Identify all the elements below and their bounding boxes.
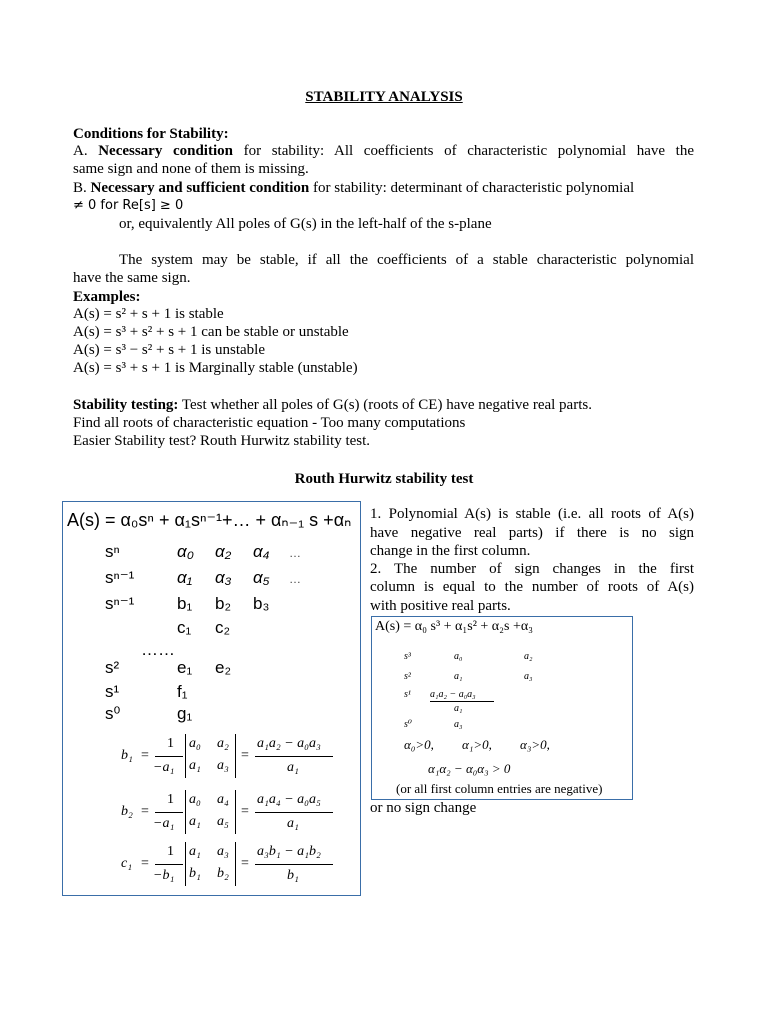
result-numerator: a₁a₄ − a₀a₅ bbox=[257, 792, 321, 807]
determinant-bar bbox=[185, 734, 186, 778]
condition-alpha3: α₃>0, bbox=[520, 737, 550, 752]
fraction-bar bbox=[255, 864, 333, 865]
matrix-cell: a₀ bbox=[189, 792, 201, 807]
formula-equals: = bbox=[241, 856, 249, 871]
result-numerator: a₃b₁ − a₁b₂ bbox=[257, 844, 321, 859]
routh-cell: c₂ bbox=[215, 618, 231, 637]
formula-equals: = bbox=[241, 804, 249, 819]
routh-polynomial: A(s) = α₀sⁿ + α₁sⁿ⁻¹+… + αₙ₋₁ s +αₙ bbox=[67, 510, 352, 530]
fraction-bar bbox=[255, 756, 333, 757]
routh-table-box bbox=[62, 501, 361, 896]
rule-2a: 2. The number of sign changes in the first bbox=[370, 561, 694, 577]
routh-cell: α₅ bbox=[253, 568, 270, 587]
fraction-bar bbox=[255, 812, 333, 813]
determinant-bar bbox=[235, 842, 236, 886]
routh-cell: b₃ bbox=[253, 594, 270, 613]
example-cell: a₁ bbox=[454, 703, 463, 714]
routh-cell: f₁ bbox=[177, 682, 188, 701]
routh-cell: α₂ bbox=[215, 542, 232, 561]
routh-row-power: sⁿ⁻¹ bbox=[105, 594, 135, 613]
formula-lhs: b₂ bbox=[121, 804, 133, 819]
condition-alpha0: α₀>0, bbox=[404, 737, 434, 752]
example-row-power: s¹ bbox=[404, 689, 411, 700]
condition-a-line2: same sign and none of them is missing. bbox=[73, 161, 309, 177]
example-row-power: s³ bbox=[404, 651, 411, 662]
routh-cell: α₁ bbox=[177, 568, 193, 587]
rule-2c: with positive real parts. bbox=[370, 598, 511, 614]
rule-1c: change in the first column. bbox=[370, 543, 531, 559]
formula-lhs: b₁ bbox=[121, 748, 133, 763]
fraction-bar bbox=[155, 812, 183, 813]
routh-row-power: s² bbox=[105, 658, 120, 677]
determinant-bar bbox=[235, 790, 236, 834]
result-denominator: b₁ bbox=[287, 868, 299, 883]
example-cell: a₀ bbox=[454, 651, 463, 662]
routh-cell: … bbox=[289, 546, 301, 560]
example-polynomial: A(s) = α₀ s³ + α₁s² + α₂s +α₃ bbox=[375, 619, 534, 634]
matrix-cell: a₂ bbox=[217, 736, 229, 751]
formula-denominator: −a₁ bbox=[153, 760, 175, 775]
condition-b-line3: or, equivalently All poles of G(s) in the left-half of the s-plane bbox=[119, 216, 492, 232]
formula-equals: = bbox=[141, 804, 149, 819]
testing-line3: Easier Stability test? Routh Hurwitz stability test. bbox=[73, 433, 371, 449]
example-cell: a₂ bbox=[524, 651, 533, 662]
formula-equals: = bbox=[141, 748, 149, 763]
routh-cell: α₃ bbox=[215, 568, 232, 587]
example-cell: a₁a₂ − a₀a₃ bbox=[430, 689, 476, 700]
rule-1b: have negative real parts) if there is no sign bbox=[370, 525, 694, 541]
matrix-cell: a₅ bbox=[217, 814, 229, 829]
routh-cell: … bbox=[289, 572, 301, 586]
example-2: A(s) = s³ + s² + s + 1 can be stable or unstable bbox=[73, 324, 349, 340]
routh-row-power: sⁿ⁻¹ bbox=[105, 568, 135, 587]
matrix-cell: b₂ bbox=[217, 866, 229, 881]
example-4: A(s) = s³ + s + 1 is Marginally stable (unstable) bbox=[73, 360, 358, 376]
example-cell: a₃ bbox=[454, 719, 463, 730]
matrix-cell: a₃ bbox=[217, 844, 229, 859]
routh-cell: b₁ bbox=[177, 594, 193, 613]
result-denominator: a₁ bbox=[287, 816, 299, 831]
routh-cell: e₂ bbox=[215, 658, 232, 677]
condition-alpha1: α₁>0, bbox=[462, 737, 492, 752]
determinant-bar bbox=[185, 790, 186, 834]
matrix-cell: a₁ bbox=[189, 844, 201, 859]
matrix-cell: b₁ bbox=[189, 866, 201, 881]
routh-row-power: sⁿ bbox=[105, 542, 120, 561]
condition-b-line2: ≠ 0 for Re[s] ≥ 0 bbox=[73, 198, 184, 213]
rule-after: or no sign change bbox=[370, 800, 477, 816]
matrix-cell: a₃ bbox=[217, 758, 229, 773]
routh-row-power: s⁰ bbox=[105, 704, 121, 723]
fraction-bar bbox=[155, 756, 183, 757]
testing-line2: Find all roots of characteristic equation - Too many computations bbox=[73, 415, 466, 431]
example-row-power: s² bbox=[404, 671, 411, 682]
example-row-power: s⁰ bbox=[404, 719, 412, 730]
condition-a-line1: A. Necessary condition for stability: All coefficients of characteristic polynomial have the bbox=[73, 143, 694, 159]
example-routh-box bbox=[371, 616, 633, 800]
formula-denominator: −a₁ bbox=[153, 816, 175, 831]
matrix-cell: a₁ bbox=[189, 758, 201, 773]
rule-1a: 1. Polynomial A(s) is stable (i.e. all roots of A(s) bbox=[370, 506, 694, 522]
matrix-cell: a₄ bbox=[217, 792, 229, 807]
examples-title: Examples: bbox=[73, 289, 141, 305]
routh-cell: e₁ bbox=[177, 658, 193, 677]
condition-product: α₁α₂ − α₀α₃ > 0 bbox=[428, 761, 511, 776]
routh-row-power: s¹ bbox=[105, 682, 120, 701]
example-3: A(s) = s³ − s² + s + 1 is unstable bbox=[73, 342, 265, 358]
example-cell: a₁ bbox=[454, 671, 463, 682]
matrix-cell: a₁ bbox=[189, 814, 201, 829]
conditions-title: Conditions for Stability: bbox=[73, 126, 229, 142]
routh-cell: c₁ bbox=[177, 618, 192, 637]
paragraph-line2: have the same sign. bbox=[73, 270, 191, 286]
routh-cell: α₀ bbox=[177, 542, 194, 561]
example-cell: a₃ bbox=[524, 671, 533, 682]
routh-cell: b₂ bbox=[215, 594, 232, 613]
fraction-bar bbox=[155, 864, 183, 865]
routh-row-power: …… bbox=[141, 640, 175, 659]
page-title: STABILITY ANALYSIS bbox=[305, 89, 463, 105]
formula-lhs: c₁ bbox=[121, 856, 133, 871]
formula-one: 1 bbox=[167, 792, 174, 807]
routh-title: Routh Hurwitz stability test bbox=[294, 471, 474, 487]
note-negative: (or all first column entries are negative) bbox=[396, 781, 603, 796]
result-denominator: a₁ bbox=[287, 760, 299, 775]
routh-cell: α₄ bbox=[253, 542, 270, 561]
determinant-bar bbox=[185, 842, 186, 886]
formula-one: 1 bbox=[167, 844, 174, 859]
routh-cell: g₁ bbox=[177, 704, 193, 723]
condition-b-line1: B. Necessary and sufficient condition for stability: determinant of characteristic polynomial bbox=[73, 180, 635, 196]
determinant-bar bbox=[235, 734, 236, 778]
testing-line1: Stability testing: Test whether all poles of G(s) (roots of CE) have negative real parts. bbox=[73, 397, 592, 413]
example-fraction-bar bbox=[430, 701, 494, 702]
formula-one: 1 bbox=[167, 736, 174, 751]
result-numerator: a₁a₂ − a₀a₃ bbox=[257, 736, 321, 751]
matrix-cell: a₀ bbox=[189, 736, 201, 751]
example-1: A(s) = s² + s + 1 is stable bbox=[73, 306, 224, 322]
formula-equals: = bbox=[241, 748, 249, 763]
rule-2b: column is equal to the number of roots of A(s) bbox=[370, 579, 694, 595]
paragraph-line1: The system may be stable, if all the coefficients of a stable characteristic polynomial bbox=[119, 252, 694, 268]
formula-denominator: −b₁ bbox=[153, 868, 175, 883]
formula-equals: = bbox=[141, 856, 149, 871]
